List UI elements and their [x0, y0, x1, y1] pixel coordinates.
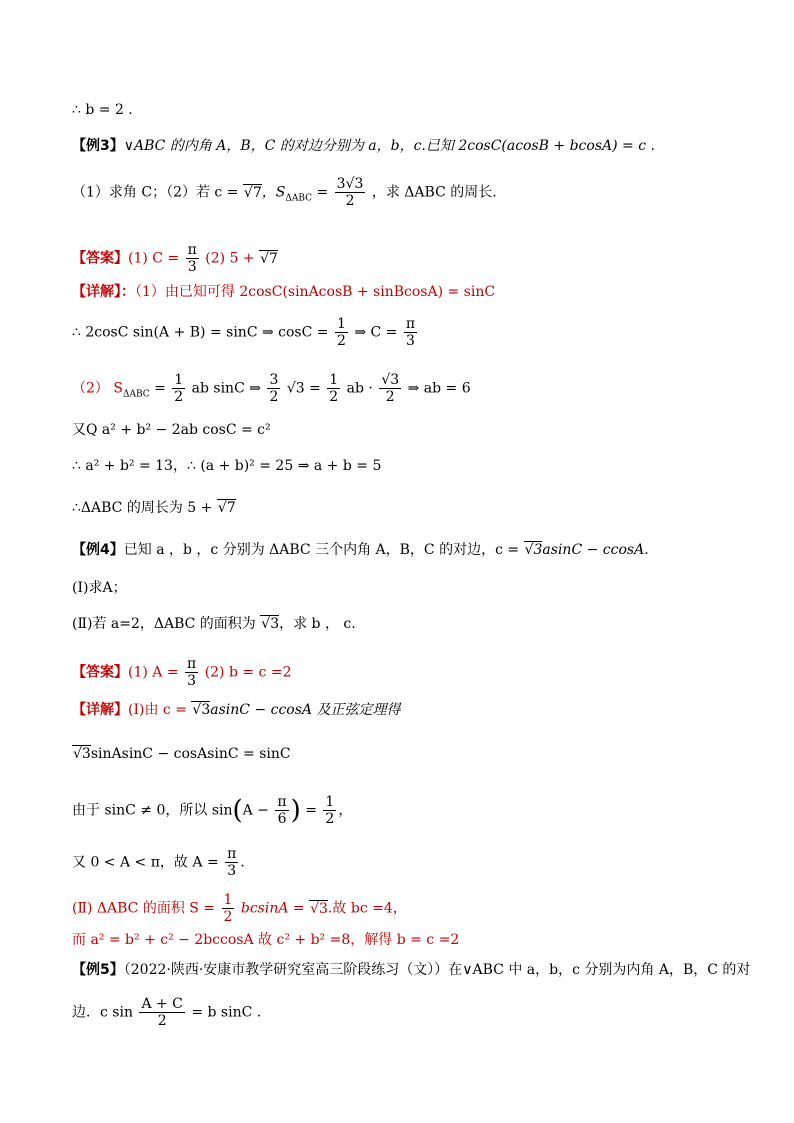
paren-open: (: [232, 795, 243, 826]
numerator: 1: [329, 372, 339, 388]
sqrt-value: 3: [81, 746, 91, 762]
math-step: ab sinC ⇒: [191, 380, 261, 397]
fraction: [222, 892, 235, 925]
math-step: （2） S: [72, 380, 123, 397]
fraction: [335, 176, 366, 209]
denominator: 2: [329, 389, 339, 405]
paren-close: ): [290, 795, 301, 826]
punctuation: ，: [338, 802, 353, 819]
example-statement: asinC − ccosA.: [542, 542, 649, 558]
area-symbol: ，S: [261, 184, 286, 201]
math-step: .故 bc =4，: [327, 900, 407, 917]
example-5-header: [72, 960, 750, 980]
denominator: 3: [225, 862, 238, 879]
solution-text: asinC − ccosA 及正弦定理得: [210, 702, 401, 718]
example-3-answer: [72, 242, 278, 275]
math-step: ⇒ C =: [354, 324, 398, 341]
answer-text: (1) C =: [128, 250, 180, 267]
example-3-solution-1: [72, 282, 495, 302]
numerator: 1: [174, 372, 184, 388]
sqrt-value: 7: [269, 250, 278, 267]
numerator: π: [227, 846, 237, 862]
numerator: π: [277, 794, 287, 810]
question-text: （1）求角 C；（2）若 c =: [72, 184, 239, 201]
equals: =: [300, 802, 317, 819]
example-tag: 【例5】: [72, 962, 124, 978]
math-step: (Ⅱ) ΔABC 的面积 S =: [72, 900, 216, 917]
fraction: [379, 372, 401, 405]
example-statement: 已知 a ，b ，c 分别为 ΔABC 三个内角 A，B，C 的对边，c =: [123, 542, 520, 558]
numerator: 1: [336, 316, 346, 332]
example-statement: 边．c sin: [72, 1004, 133, 1021]
answer-text: (1) A =: [128, 664, 179, 681]
fraction: [275, 794, 288, 827]
example-4-solution-2: [72, 744, 291, 764]
fraction: [335, 316, 348, 349]
numerator: 1: [223, 892, 233, 908]
fraction: [185, 656, 198, 689]
sqrt-expression: √7: [243, 184, 262, 201]
sqrt-value: 3: [270, 616, 280, 632]
denominator: 2: [336, 333, 346, 349]
example-3-solution-6: [72, 498, 236, 518]
sqrt-expression: √3: [192, 702, 211, 718]
example-4-part-1: [72, 578, 127, 598]
numerator: 1: [325, 794, 335, 810]
numerator: A + C: [141, 996, 183, 1012]
example-statement: ∨ABC 的内角 A，B，C 的对边分别为 a，b，c.已知 2cosC(acosB + bcosA) = c .: [123, 138, 655, 154]
text-line-1: [72, 100, 133, 120]
fraction: [139, 996, 184, 1029]
sqrt-expression: √3: [261, 616, 280, 632]
example-4-answer: [72, 656, 292, 689]
example-4-solution-1: [72, 700, 400, 720]
numerator: √3: [381, 372, 400, 388]
sqrt-value: 3: [319, 900, 328, 917]
example-tag: 【例4】: [72, 542, 124, 558]
sqrt-value: 3: [201, 702, 211, 718]
denominator: 6: [275, 810, 288, 827]
example-4-solution-4: [72, 846, 245, 879]
question-text: (Ⅱ)若 a=2，ΔABC 的面积为: [72, 616, 256, 632]
math-step: √3 =: [286, 380, 321, 397]
sqrt-value: 7: [226, 500, 236, 516]
example-4-solution-3: [72, 794, 352, 827]
fraction: [186, 242, 199, 275]
answer-text: (2) b = c =2: [204, 664, 292, 681]
numerator: 3: [269, 372, 279, 388]
sqrt-expression: √3: [524, 542, 543, 558]
example-3-solution-3: [72, 372, 471, 405]
example-4-solution-6: [72, 930, 459, 950]
denominator: 3: [404, 332, 417, 349]
math-step: ∴ a² + b² = 13，∴ (a + b)² = 25 ⇒ a + b = 5: [72, 458, 382, 474]
example-3-solution-4: [72, 420, 271, 440]
example-3-questions: [72, 176, 497, 209]
question-text: (Ⅰ)求A；: [72, 580, 127, 596]
example-4-part-2: [72, 614, 356, 634]
equals: =: [312, 184, 329, 201]
area-subscript: ΔABC: [285, 193, 313, 204]
example-5-statement: [72, 996, 261, 1029]
math-step: 而 a² = b² + c² − 2bccosA 故 c² + b² =8，解得 b = c =2: [72, 932, 460, 948]
fraction: [327, 372, 340, 405]
sqrt-expression: √7: [217, 500, 236, 516]
fraction: [404, 316, 417, 349]
solution-text: (Ⅰ)由 c =: [128, 702, 187, 718]
math-step: ∴ΔABC 的周长为 5 +: [72, 500, 213, 516]
example-statement: = b sinC .: [191, 1004, 262, 1021]
sqrt-expression: √3: [310, 900, 328, 917]
punctuation: .: [240, 854, 245, 871]
example-4-solution-5: [72, 892, 407, 925]
sqrt-value: 3: [533, 542, 543, 558]
math-step: 又 0 < A < π，故 A =: [72, 854, 219, 871]
fraction: [323, 794, 336, 827]
denominator: 3: [185, 672, 198, 689]
example-3-solution-2: [72, 316, 419, 349]
numerator: π: [405, 316, 416, 332]
numerator: π: [187, 242, 197, 258]
question-text: ，求 b ， c.: [279, 616, 356, 632]
fraction: [172, 372, 185, 405]
math-conclusion: ∴ b = 2 .: [72, 102, 133, 118]
math-step: ab ·: [346, 380, 373, 397]
denominator: 3: [186, 258, 199, 275]
denominator: 2: [223, 909, 233, 925]
math-step: 由于 sinC ≠ 0，所以 sin: [72, 802, 233, 819]
sqrt-expression: √3: [73, 746, 91, 762]
solution-tag: 【详解】: [72, 702, 128, 718]
area-subscript: ΔABC: [122, 389, 150, 400]
example-tag: 【例3】: [72, 138, 124, 154]
example-4-header: [72, 540, 649, 560]
math-step: 又Q a² + b² − 2ab cosC = c²: [72, 422, 271, 438]
denominator: 2: [335, 192, 366, 209]
fraction: [225, 846, 238, 879]
denominator: 2: [139, 1012, 184, 1029]
numerator: 3√3: [336, 176, 364, 192]
math-step: ⇒ ab = 6: [407, 380, 471, 397]
example-3-solution-5: [72, 456, 381, 476]
denominator: 2: [174, 389, 184, 405]
math-step: ∴ 2cosC sin(A + B) = sinC ⇒ cosC =: [72, 324, 329, 341]
answer-tag: 【答案】: [72, 250, 128, 267]
fraction: [267, 372, 280, 405]
solution-tag: 【详解】：: [72, 284, 135, 300]
example-statement: （2022·陕西·安康市教学研究室高三阶段练习（文））在∨ABC 中 a，b，c 分别为内角 A，B，C 的对: [123, 962, 751, 978]
solution-text: （1）由已知可得 2cosC(sinAcosB + sinBcosA) = sinC: [135, 284, 496, 300]
answer-text: (2) 5 +: [205, 250, 255, 267]
denominator: 2: [325, 811, 335, 827]
math-step: A −: [242, 802, 269, 819]
math-step: sinAsinC − cosAsinC = sinC: [90, 746, 291, 762]
sqrt-value: 7: [252, 184, 262, 201]
example-3-header: [72, 136, 655, 156]
answer-tag: 【答案】: [72, 664, 128, 681]
question-text: ，求 ΔABC 的周长.: [371, 184, 497, 201]
denominator: 2: [269, 389, 279, 405]
equals: =: [149, 380, 166, 397]
numerator: π: [187, 656, 197, 672]
math-step: bcsinA =: [240, 900, 305, 917]
sqrt-expression: √7: [260, 250, 278, 267]
denominator: 2: [379, 388, 401, 405]
